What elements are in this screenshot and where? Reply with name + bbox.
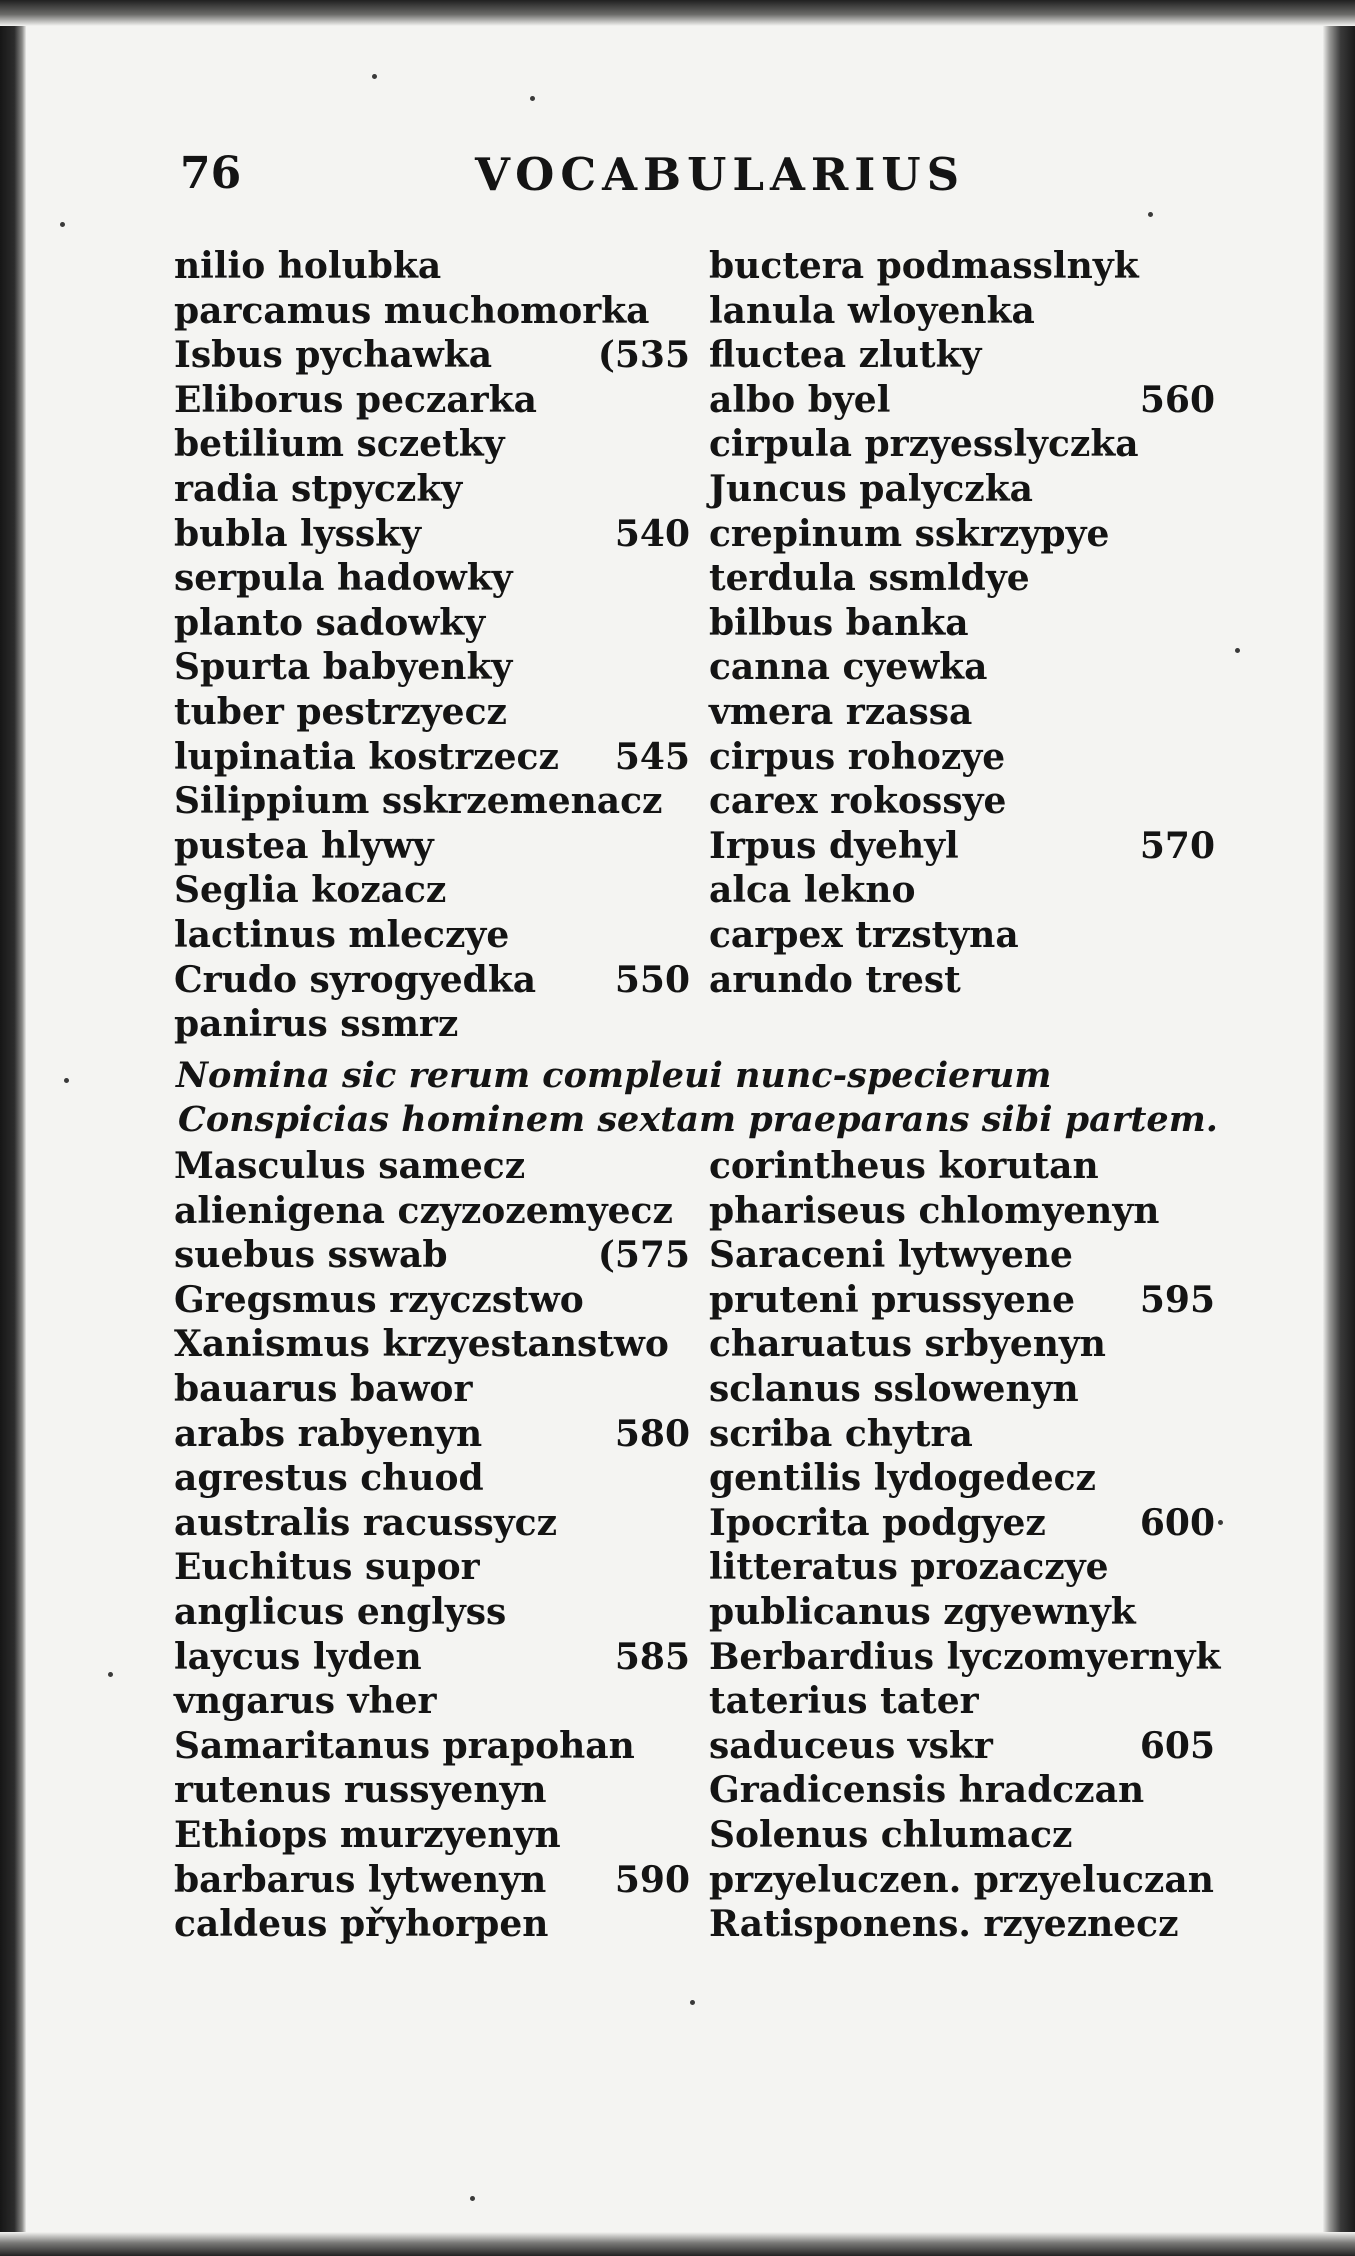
vocab-entry-text: Ethiops murzyenyn	[174, 1813, 561, 1856]
vocab-entry	[170, 422, 690, 467]
vocab-entry-text: anglicus englyss	[174, 1590, 507, 1633]
vocab-entry-text: sclanus sslowenyn	[709, 1367, 1079, 1410]
vocab-entry-text: Crudo syrogyedka	[174, 958, 537, 1001]
vocab-entry	[705, 868, 1215, 913]
vocab-entry	[170, 556, 690, 601]
vocab-entry	[170, 779, 690, 824]
verse-section	[176, 1054, 1226, 1142]
vocab-entry-text: Seglia kozacz	[174, 869, 447, 912]
line-number: 585	[614, 1635, 690, 1678]
vocab-entry-text: Xanismus krzyestanstwo	[174, 1323, 669, 1366]
vocab-entry-text: bilbus banka	[709, 601, 969, 644]
vocab-entry	[705, 1322, 1215, 1367]
vocab-entry	[705, 1144, 1215, 1189]
vocab-entry	[170, 378, 690, 423]
vocab-entry-text: buctera podmasslnyk	[709, 245, 1139, 287]
vocab-entry	[170, 601, 690, 646]
scan-speck	[690, 2000, 695, 2005]
vocab-entry-text: panirus ssmrz	[174, 1003, 459, 1046]
vocab-entry	[705, 467, 1215, 512]
line-number: 545	[614, 735, 690, 778]
vocab-entry-text: laycus lyden	[174, 1635, 422, 1678]
vocab-entry	[170, 1456, 690, 1501]
verse-line: Conspicias hominem sextam praeparans sibi partem.	[178, 1099, 1218, 1140]
running-title: VOCABULARIUS	[475, 148, 966, 201]
scan-speck	[1148, 212, 1153, 217]
vocab-entry	[170, 1902, 690, 1947]
vocab-entry	[705, 422, 1215, 467]
vocab-entry	[705, 1501, 1215, 1546]
vocab-entry-text: cirpus rohozye	[709, 735, 1006, 778]
scan-edge-right	[1323, 0, 1355, 2256]
line-number: 560	[1139, 378, 1215, 421]
vocab-entry-text: saduceus vskr	[709, 1724, 993, 1767]
vocab-entry	[170, 512, 690, 557]
vocab-entry-text: pustea hlywy	[174, 824, 434, 867]
vocab-entry-text: Berbardius lyczomyernyk	[709, 1635, 1221, 1678]
scan-speck	[1218, 1520, 1223, 1525]
vocab-entry	[170, 467, 690, 512]
vocab-entry-text: Isbus pychawka	[174, 334, 493, 377]
vocab-entry-text: suebus sswab	[174, 1234, 448, 1277]
vocab-entry	[170, 1635, 690, 1680]
scan-speck	[372, 74, 377, 79]
vocab-entry	[170, 1858, 690, 1903]
vocab-entry-text: vngarus vher	[174, 1680, 437, 1723]
vocab-entry	[705, 824, 1215, 869]
vocab-column-left-1	[170, 244, 690, 1047]
vocab-entry-text: fluctea zlutky	[709, 334, 982, 377]
line-number: 550	[614, 958, 690, 1001]
vocab-entry-text: lanula wloyenka	[709, 289, 1035, 332]
vocab-entry	[170, 645, 690, 690]
vocab-entry-text: alienigena czyzozemyecz	[174, 1189, 673, 1232]
vocab-entry	[705, 958, 1215, 1003]
vocab-entry	[705, 1858, 1215, 1903]
vocab-entry	[170, 1233, 690, 1278]
vocab-entry-text: rutenus russyenyn	[174, 1769, 547, 1812]
vocab-entry	[170, 1768, 690, 1813]
vocab-entry-text: serpula hadowky	[174, 557, 513, 600]
vocab-entry	[705, 289, 1215, 334]
vocab-entry	[170, 1679, 690, 1724]
vocab-entry-text: publicanus zgyewnyk	[709, 1590, 1136, 1633]
vocab-entry	[170, 690, 690, 735]
vocab-entry	[170, 868, 690, 913]
vocab-entry	[705, 645, 1215, 690]
vocab-entry-text: lactinus mleczye	[174, 913, 510, 956]
vocab-entry-text: tuber pestrzyecz	[174, 690, 507, 733]
vocab-entry	[170, 958, 690, 1003]
line-number: 600	[1139, 1501, 1215, 1544]
vocab-entry	[170, 1367, 690, 1412]
line-number: 605	[1139, 1724, 1215, 1767]
line-number: (575	[597, 1234, 690, 1277]
vocab-entry-text: Gradicensis hradczan	[709, 1769, 1145, 1812]
vocab-entry-text: Ratisponens. rzyeznecz	[709, 1903, 1179, 1946]
vocab-entry	[705, 1813, 1215, 1858]
vocab-entry-text: Gregsmus rzyczstwo	[174, 1278, 584, 1321]
vocab-entry-text: scriba chytra	[709, 1412, 973, 1455]
vocab-entry-text: arabs rabyenyn	[174, 1412, 483, 1455]
vocab-entry-text: parcamus muchomorka	[174, 289, 650, 332]
vocab-entry-text: Masculus samecz	[174, 1145, 526, 1187]
vocab-column-right-1	[705, 244, 1215, 1002]
vocab-entry	[705, 1902, 1215, 1947]
vocab-entry-text: carpex trzstyna	[709, 913, 1019, 956]
vocab-entry	[170, 824, 690, 869]
vocab-entry	[705, 1456, 1215, 1501]
vocab-entry	[170, 1813, 690, 1858]
vocab-entry-text: carex rokossye	[709, 780, 1007, 823]
verse-line: Nomina sic rerum compleui nunc-specierum	[176, 1055, 1052, 1096]
line-number: 580	[614, 1412, 690, 1455]
vocab-entry	[705, 601, 1215, 646]
vocab-entry	[705, 1635, 1221, 1680]
scan-speck	[470, 2196, 475, 2201]
vocab-entry	[705, 512, 1215, 557]
vocab-entry-text: gentilis lydogedecz	[709, 1457, 1096, 1500]
vocab-entry-text: radia stpyczky	[174, 467, 463, 510]
vocab-entry-text: nilio holubka	[174, 245, 442, 287]
vocab-entry-text: Irpus dyehyl	[709, 824, 959, 867]
vocab-entry-text: taterius tater	[709, 1680, 979, 1723]
vocab-entry-text: Eliborus peczarka	[174, 378, 537, 421]
vocab-entry-text: vmera rzassa	[709, 690, 973, 733]
vocab-entry-text: bauarus bawor	[174, 1367, 473, 1410]
vocab-entry-text: charuatus srbyenyn	[709, 1323, 1106, 1366]
vocab-entry-text: barbarus lytwenyn	[174, 1858, 547, 1901]
scan-speck	[108, 1672, 113, 1677]
vocab-entry-text: corintheus korutan	[709, 1145, 1099, 1187]
vocab-entry	[170, 333, 690, 378]
vocab-entry	[705, 690, 1215, 735]
line-number: 590	[614, 1858, 690, 1901]
vocab-entry	[705, 1189, 1215, 1234]
vocab-entry	[705, 735, 1215, 780]
vocab-entry	[705, 779, 1215, 824]
vocab-entry	[170, 289, 690, 334]
vocab-entry	[170, 1412, 690, 1457]
vocab-entry	[170, 1002, 690, 1047]
page-number: 76	[180, 148, 242, 199]
vocab-entry-text: caldeus přyhorpen	[174, 1903, 549, 1946]
line-number: 595	[1139, 1278, 1215, 1321]
vocab-entry-text: albo byel	[709, 378, 891, 421]
page-header	[170, 140, 1200, 200]
line-number: 570	[1139, 824, 1215, 867]
line-number: 540	[614, 512, 690, 555]
vocab-entry-text: bubla lyssky	[174, 512, 422, 555]
vocab-column-right-2	[705, 1144, 1221, 1947]
scan-edge-top	[0, 0, 1355, 26]
vocab-entry-text: litteratus prozaczye	[709, 1546, 1109, 1589]
scan-speck	[530, 96, 535, 101]
vocab-entry	[705, 1545, 1215, 1590]
vocab-entry-text: Euchitus supor	[174, 1546, 480, 1589]
vocab-entry-text: Ipocrita podgyez	[709, 1501, 1046, 1544]
vocab-entry	[170, 244, 690, 289]
vocab-entry-text: Samaritanus prapohan	[174, 1724, 635, 1767]
vocab-entry	[705, 913, 1215, 958]
vocab-entry	[170, 1144, 690, 1189]
vocab-entry	[170, 1545, 690, 1590]
vocab-entry	[705, 556, 1215, 601]
vocab-entry-text: betilium sczetky	[174, 423, 505, 466]
vocab-entry	[170, 735, 690, 780]
line-number: (535	[597, 334, 690, 377]
scan-edge-bottom	[0, 2232, 1355, 2256]
scan-speck	[64, 1078, 69, 1083]
scan-edge-left	[0, 0, 26, 2256]
vocab-entry	[170, 1189, 690, 1234]
vocab-entry	[705, 1233, 1215, 1278]
vocab-entry	[170, 1501, 690, 1546]
vocab-entry-text: Solenus chlumacz	[709, 1813, 1073, 1856]
vocab-entry	[705, 1679, 1215, 1724]
vocab-entry	[705, 1724, 1215, 1769]
vocab-entry-text: canna cyewka	[709, 646, 988, 689]
vocab-entry-text: planto sadowky	[174, 601, 486, 644]
vocab-entry	[170, 1724, 690, 1769]
vocab-entry	[705, 1768, 1215, 1813]
vocab-entry-text: phariseus chlomyenyn	[709, 1189, 1160, 1232]
vocab-entry-text: Juncus palyczka	[709, 467, 1033, 510]
vocab-entry	[705, 378, 1215, 423]
vocab-entry	[170, 1590, 690, 1635]
vocab-entry	[170, 1322, 690, 1367]
vocab-entry	[705, 1412, 1215, 1457]
vocab-entry-text: Spurta babyenky	[174, 646, 513, 689]
vocab-entry	[705, 333, 1215, 378]
vocab-entry-text: arundo trest	[709, 958, 961, 1001]
vocab-entry	[170, 913, 690, 958]
vocab-entry-text: pruteni prussyene	[709, 1278, 1075, 1321]
vocab-entry-text: lupinatia kostrzecz	[174, 735, 559, 778]
vocab-entry	[705, 244, 1215, 289]
vocab-entry-text: Silippium sskrzemenacz	[174, 780, 663, 823]
vocab-entry-text: przyeluczen. przyeluczan	[709, 1858, 1214, 1901]
vocab-entry	[705, 1278, 1215, 1323]
scan-speck	[1235, 648, 1240, 653]
vocab-entry	[705, 1367, 1215, 1412]
vocab-entry-text: crepinum sskrzypye	[709, 512, 1110, 555]
vocab-entry-text: terdula ssmldye	[709, 557, 1030, 600]
vocab-entry-text: Saraceni lytwyene	[709, 1234, 1073, 1277]
vocab-column-left-2	[170, 1144, 690, 1947]
scan-speck	[60, 222, 65, 227]
vocab-entry	[170, 1278, 690, 1323]
vocab-entry-text: cirpula przyesslyczka	[709, 423, 1139, 466]
vocab-entry-text: australis racussycz	[174, 1501, 558, 1544]
vocab-entry	[705, 1590, 1215, 1635]
vocab-entry-text: alca lekno	[709, 869, 916, 912]
vocab-entry-text: agrestus chuod	[174, 1457, 484, 1500]
